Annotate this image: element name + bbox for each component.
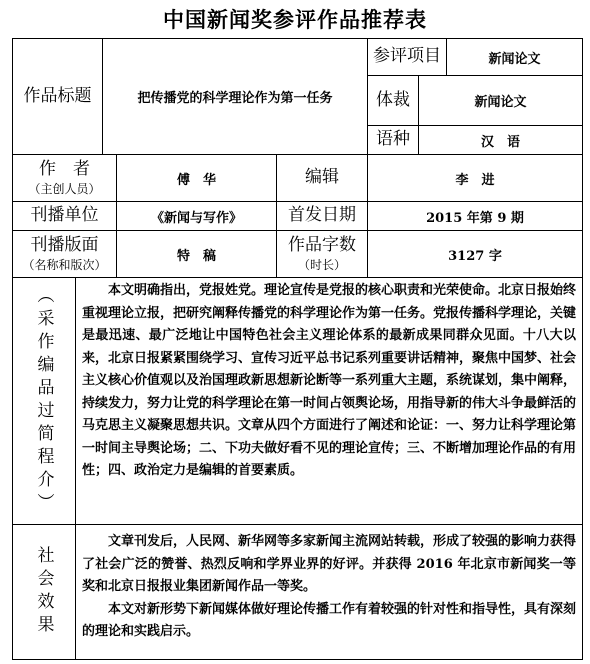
- publisher-value: 《新闻与写作》: [116, 201, 277, 231]
- effect-label: 社会效果: [12, 524, 76, 660]
- first-date-value: 2015 年第 9 期: [367, 201, 583, 231]
- publisher-label: 刊播单位: [12, 201, 117, 231]
- page-label: 刊播版面 （名称和版次）: [12, 230, 117, 278]
- work-title-label: 作品标题: [12, 38, 103, 155]
- first-date-label: 首发日期: [276, 201, 368, 231]
- language-value: 汉 语: [418, 125, 583, 155]
- editor-value: 李 进: [367, 154, 583, 202]
- editor-label: 编辑: [276, 154, 368, 202]
- author-value: 傅 华: [116, 154, 277, 202]
- form-title: 中国新闻奖参评作品推荐表: [163, 7, 427, 32]
- word-count-label: 作品字数 （时长）: [276, 230, 368, 278]
- category-label: 参评项目: [367, 38, 447, 76]
- process-paragraph: 本文明确指出，党报姓党。理论宣传是党报的核心职责和光荣使命。北京日报始终重视理论立报，把研究阐释传播党的科学理论作为第一任务。党报传播科学理论，关键是最迅速、最广泛地让中国特色社会主义理论体系的最新成果同群众见面。十八大以来，北京日报紧紧围绕学习、宣传习近平总书记系列重要讲话精神，聚焦中国梦、社会主义核心价值观以及治国理政新思想新论断等一系列重大主题，系统谋划，集中阐释，持续发力，努力让党的科学理论在第一时间占领舆论场，用指导新的伟大斗争最鲜活的马克思主义凝聚思想共识。文章从四个方面进行了阐述和论证：一、努力让科学理论第一时间主导舆论场；二、下功夫做好看不见的理论宣传；三、不断增加理论作品的有用性；四、政治定力是编辑的首要素质。: [82, 283, 577, 478]
- word-count-value: 3127 字: [367, 230, 583, 278]
- genre-label: 体裁: [367, 75, 419, 126]
- effect-text-box: [75, 524, 583, 660]
- work-title-value: 把传播党的科学理论作为第一任务: [102, 38, 368, 155]
- genre-value: 新闻论文: [418, 75, 583, 126]
- process-text-box: [75, 277, 583, 525]
- effect-paragraph-2: 本文对新形势下新闻媒体做好理论传播工作有着较强的针对性和指导性，具有深刻的理论和实践启示。: [82, 601, 577, 639]
- recommendation-form: [12, 38, 583, 660]
- process-label: （采作编品过简程介）: [12, 277, 76, 525]
- category-value: 新闻论文: [446, 38, 583, 76]
- language-label: 语种: [367, 125, 419, 155]
- page-value: 特 稿: [116, 230, 277, 278]
- author-label: 作 者 （主创人员）: [12, 154, 117, 202]
- effect-paragraph-1: 文章刊发后，人民网、新华网等多家新闻主流网站转载，形成了较强的影响力获得了社会广泛的赞誉、热烈反响和学界业界的好评。并获得 2016 年北京市新闻奖一等奖和北京日报报业集团新闻作品一等奖。: [82, 534, 577, 594]
